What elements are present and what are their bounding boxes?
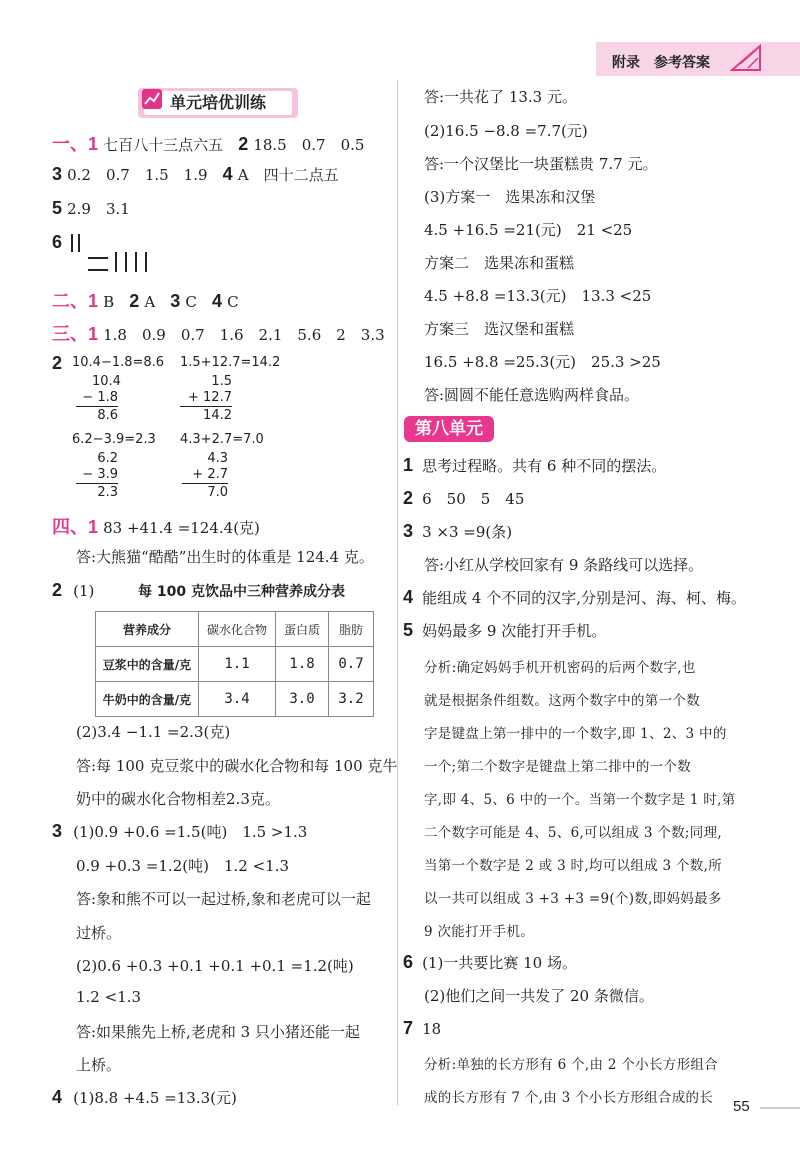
table-cell: 牛奶中的含量/克 — [96, 682, 199, 717]
part-two-row — [52, 287, 239, 313]
unit-title: 第八单元 — [404, 416, 494, 442]
answer-text: (1)一共要比赛 10 场。 — [422, 954, 577, 972]
answer-text: 83 +41.4 =124.4(克) — [103, 519, 260, 537]
answer-line: (2)0.6 +0.3 +0.1 +0.1 +0.1 =1.2(吨) — [76, 957, 354, 975]
question-number: 3 — [52, 821, 63, 841]
question-number: 4 — [211, 291, 222, 311]
answer-line: 16.5 +8.8 =25.3(元) 25.3 >25 — [424, 353, 661, 371]
row-1 — [52, 130, 364, 156]
answer-line: (2)16.5 −8.8 =7.7(元) — [424, 122, 588, 140]
answer-text: A 四十二点五 — [237, 166, 339, 184]
answer-line: 1.2 <1.3 — [76, 988, 142, 1006]
vertical-line — [76, 483, 118, 484]
vertical-result: 14.2 — [203, 408, 232, 423]
answer-line: 答:象和熊不可以一起过桥,象和老虎可以一起 — [76, 890, 371, 908]
row-5 — [52, 198, 130, 219]
answer-line: 答:一共花了 13.3 元。 — [424, 88, 577, 106]
q3-row — [52, 821, 307, 842]
answer-line: 答:如果熊先上桥,老虎和 3 只小猪还能一起 — [76, 1023, 360, 1041]
a1-row — [403, 455, 666, 476]
table-cell: 1.8 — [276, 647, 329, 682]
chart-icon — [141, 88, 163, 110]
answer-line: 方案三 选汉堡和蛋糕 — [424, 320, 575, 338]
table-header: 脂肪 — [329, 612, 374, 647]
question-number: 2 — [129, 291, 140, 311]
analysis-line: 以一共可以组成 3 +3 +3 =9(个)数,即妈妈最多 — [424, 891, 722, 907]
table-header-row — [96, 612, 374, 647]
question-number: 6 — [403, 952, 414, 972]
analysis-line: 成的长方形有 7 个,由 3 个小长方形组合成的长 — [424, 1090, 714, 1106]
table-header: 碳水化合物 — [199, 612, 276, 647]
q2-row — [52, 580, 94, 601]
section-title: 单元培优训练 — [144, 91, 292, 115]
table-cell: 3.4 — [199, 682, 276, 717]
question-number: 4 — [222, 164, 233, 184]
question-number: 5 — [403, 620, 414, 640]
analysis-line: 一个;第二个数字是键盘上第二排中的一个数 — [424, 759, 692, 775]
a4-row — [403, 587, 746, 608]
ruler-icon — [730, 42, 764, 72]
a5-row — [403, 620, 606, 641]
row-3 — [52, 164, 339, 185]
question-number: 6 — [52, 232, 63, 252]
analysis-line: 分析:确定妈妈手机开机密码的后两个数字,也 — [424, 660, 696, 676]
analysis-line: 分析:单独的长方形有 6 个,由 2 个小长方形组合 — [424, 1057, 718, 1073]
analysis-line: 就是根据条件组数。这两个数字中的第一个数 — [424, 693, 700, 709]
answer-line: 上桥。 — [76, 1056, 122, 1074]
vertical-result: 7.0 — [207, 485, 228, 500]
vertical-line — [182, 483, 228, 484]
answer-text: 6 50 5 45 — [422, 490, 525, 508]
vertical-top: 4.3 — [207, 451, 228, 466]
answer-text: 思考过程略。共有 6 种不同的摆法。 — [422, 457, 667, 475]
question-number: 5 — [52, 198, 63, 218]
answer-line: 4.5 +16.5 =21(元) 21 <25 — [424, 221, 633, 239]
answer-line: 奶中的碳水化合物相差2.3克。 — [76, 790, 280, 808]
vertical-top: 10.4 — [92, 374, 121, 389]
answer-line: 答:圆圆不能任意选购两样食品。 — [424, 386, 640, 404]
a6-row — [403, 952, 577, 973]
answer-line: 0.9 +0.3 =1.2(吨) 1.2 <1.3 — [76, 857, 289, 875]
answer-text: (1)8.8 +4.5 =13.3(元) — [73, 1089, 237, 1107]
part-three-row — [52, 320, 385, 346]
answer-text: 18.5 0.7 0.5 — [253, 136, 365, 154]
analysis-line: 字是键盘上第一排中的一个数字,即 1、2、3 中的 — [424, 726, 727, 742]
vertical-top: 6.2 — [97, 451, 118, 466]
answer-text: 2.9 3.1 — [67, 200, 130, 218]
answer-text: C — [227, 293, 239, 311]
header-label: 附录 参考答案 — [612, 55, 710, 71]
answer-line: 方案二 选果冻和蛋糕 — [424, 254, 575, 272]
table-header: 营养成分 — [96, 612, 199, 647]
answer-text: 18 — [422, 1020, 442, 1038]
analysis-line: 9 次能打开手机。 — [424, 924, 535, 940]
question-number: 4 — [52, 1087, 63, 1107]
question-number: 2 — [238, 134, 249, 154]
equation: 4.3+2.7=7.0 — [180, 432, 264, 447]
question-number: 3 — [170, 291, 181, 311]
equation: 6.2−3.9=2.3 — [72, 432, 156, 447]
a3-row — [403, 521, 512, 542]
nutrition-table — [95, 611, 374, 717]
answer-text: 妈妈最多 9 次能打开手机。 — [422, 622, 607, 640]
vertical-line — [76, 406, 118, 407]
part-label: 二、1 — [52, 291, 99, 311]
question-number: 4 — [403, 587, 414, 607]
answer-line: (3)方案一 选果冻和汉堡 — [424, 188, 596, 206]
analysis-line: 字,即 4、5、6 中的一个。当第一个数字是 1 时,第 — [424, 792, 736, 808]
part-label: 四、1 — [52, 517, 99, 537]
question-number: 1 — [403, 455, 414, 475]
analysis-line: 当第一个数字是 2 或 3 时,均可以组成 3 个数,所 — [424, 858, 722, 874]
question-number: 2 — [52, 580, 63, 600]
table-title: 每 100 克饮品中三种营养成分表 — [138, 584, 345, 600]
column-divider — [397, 80, 398, 1105]
part-label: 三、1 — [52, 324, 99, 344]
vertical-line — [180, 406, 232, 407]
answer-line: (2)他们之间一共发了 20 条微信。 — [424, 987, 654, 1005]
answer-line: (2)3.4 −1.1 =2.3(克) — [76, 723, 231, 741]
answer-line: 4.5 +8.8 =13.3(元) 13.3 <25 — [424, 287, 652, 305]
question-number: 7 — [403, 1018, 414, 1038]
page-number: 55 — [733, 1098, 750, 1115]
answer-text: 能组成 4 个不同的汉字,分别是河、海、柯、梅。 — [422, 589, 746, 607]
table-row — [96, 682, 374, 717]
bead-diagram — [68, 232, 158, 274]
answer-text: C — [185, 293, 197, 311]
answer-line: 答:小红从学校回家有 9 条路线可以选择。 — [424, 556, 704, 574]
table-cell: 0.7 — [329, 647, 374, 682]
table-cell: 1.1 — [199, 647, 276, 682]
part-four-row — [52, 513, 260, 539]
question-number: 2 — [403, 488, 414, 508]
table-cell: 3.2 — [329, 682, 374, 717]
answer-text: 1.8 0.9 0.7 1.6 2.1 5.6 2 3.3 — [103, 326, 385, 344]
vertical-mid: + 2.7 — [192, 467, 228, 482]
equation: 10.4−1.8=8.6 — [72, 355, 165, 370]
answer-text: A — [144, 293, 156, 311]
vertical-mid: − 3.9 — [82, 467, 118, 482]
equation: 1.5+12.7=14.2 — [180, 355, 281, 370]
a2-row — [403, 488, 524, 509]
table-row — [96, 647, 374, 682]
question-number: 3 — [403, 521, 414, 541]
answer-text: (1)0.9 +0.6 =1.5(吨) 1.5 >1.3 — [73, 823, 308, 841]
vertical-top: 1.5 — [211, 374, 232, 389]
question-number: 3 — [52, 164, 63, 184]
page-line — [760, 1107, 800, 1109]
answer-text: 七百八十三点六五 — [103, 136, 224, 154]
answer-line: 答:一个汉堡比一块蛋糕贵 7.7 元。 — [424, 155, 658, 173]
row-6 — [52, 232, 62, 253]
answer-line: 过桥。 — [76, 924, 122, 942]
answer-line: 答:大熊猫“酷酷”出生时的体重是 124.4 克。 — [76, 548, 374, 566]
table-cell: 3.0 — [276, 682, 329, 717]
answer-text: B — [103, 293, 115, 311]
part-label: 一、1 — [52, 134, 99, 154]
sub-label: (1) — [73, 582, 95, 600]
a7-row — [403, 1018, 441, 1039]
table-header: 蛋白质 — [276, 612, 329, 647]
vertical-result: 8.6 — [97, 408, 118, 423]
question-number: 2 — [52, 353, 63, 373]
vertical-mid: − 1.8 — [82, 390, 118, 405]
answer-line: 答:每 100 克豆浆中的碳水化合物和每 100 克牛 — [76, 757, 398, 775]
q4-row — [52, 1087, 237, 1108]
vertical-result: 2.3 — [97, 485, 118, 500]
answer-text: 0.2 0.7 1.5 1.9 — [67, 166, 208, 184]
analysis-line: 二个数字可能是 4、5、6,可以组成 3 个数;同理, — [424, 825, 722, 841]
answer-text: 3 ×3 =9(条) — [422, 523, 513, 541]
table-cell: 豆浆中的含量/克 — [96, 647, 199, 682]
vertical-mid: + 12.7 — [188, 390, 232, 405]
